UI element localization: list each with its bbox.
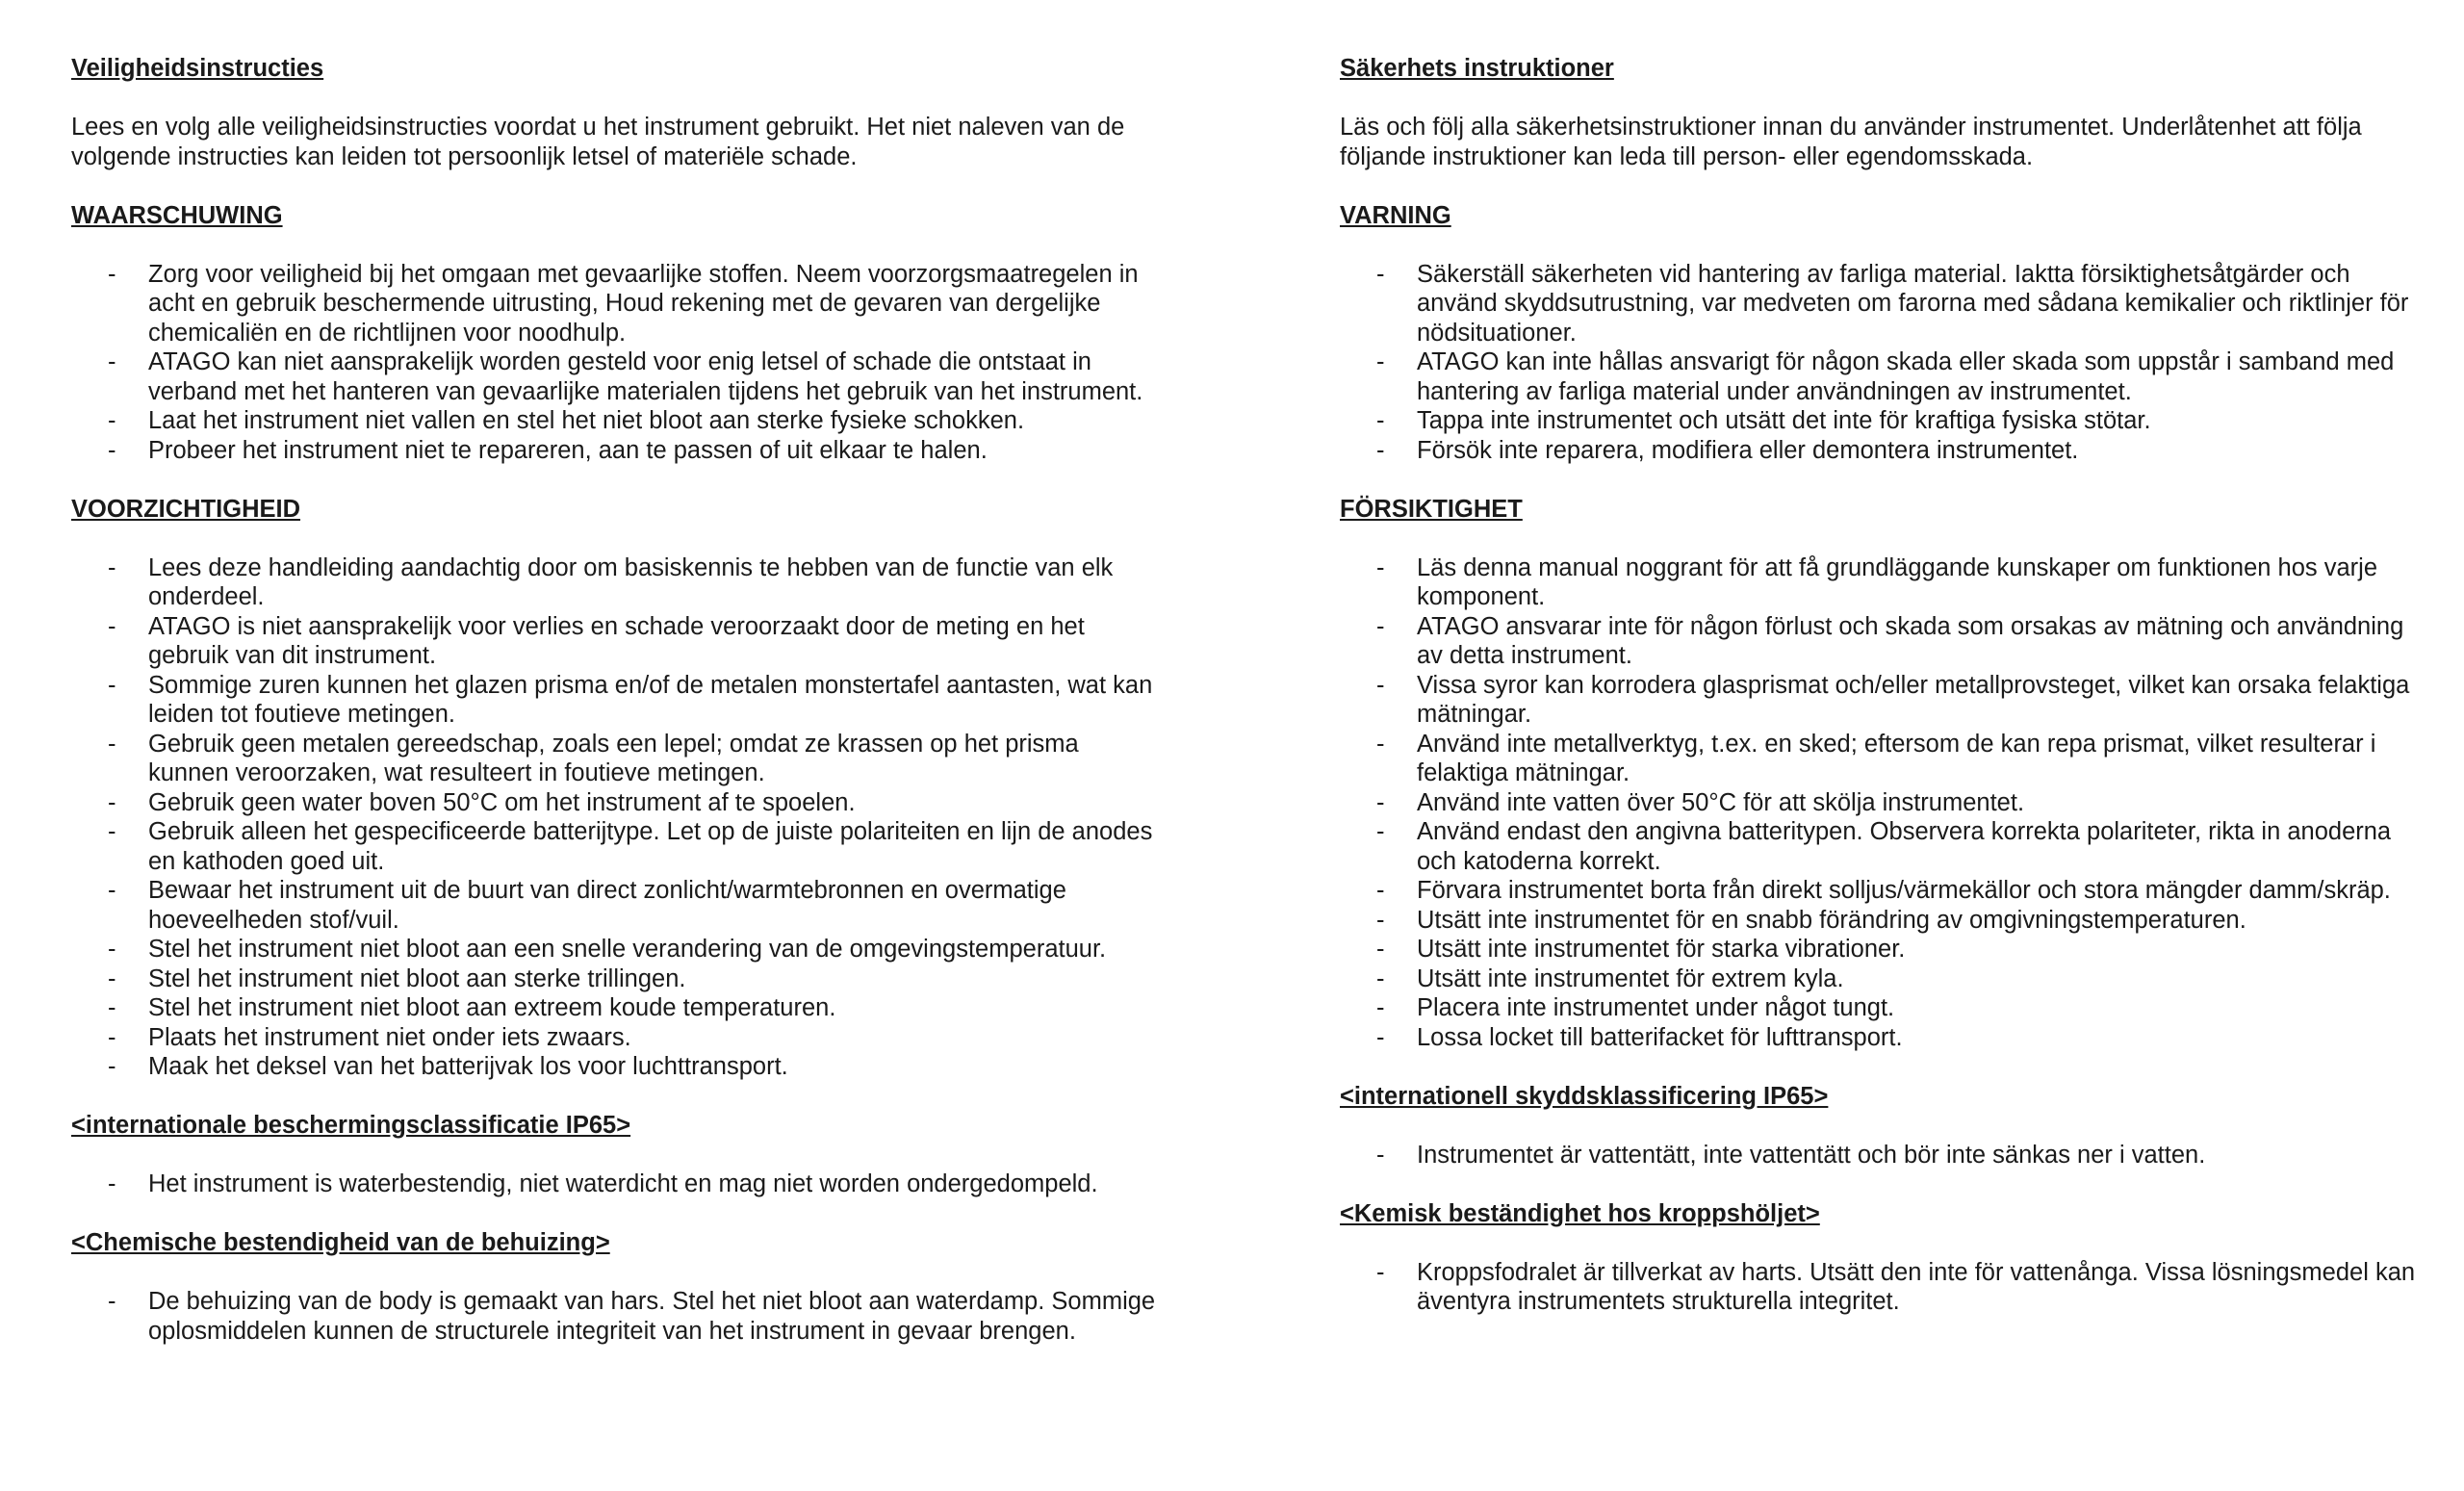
list-item-text: Stel het instrument niet bloot aan extreem koude temperaturen. bbox=[148, 994, 836, 1021]
list-item-text: Utsätt inte instrumentet för en snabb förändring av omgivningstemperaturen. bbox=[1417, 906, 2246, 934]
nl-warning-list bbox=[71, 260, 1159, 466]
list-item bbox=[1340, 935, 2427, 964]
dash-bullet: - bbox=[108, 877, 116, 904]
list-item-text: Stel het instrument niet bloot aan sterke trillingen. bbox=[148, 964, 686, 992]
list-item-text: Kroppsfodralet är tillverkat av harts. Utsätt den inte för vattenånga. Vissa lösningsmedel kan äventyra instrumentets strukturella integritet. bbox=[1417, 1258, 2416, 1315]
list-item-text: Lees deze handleiding aandachtig door om basiskennis te hebben van de functie van elk onderdeel. bbox=[148, 553, 1114, 610]
sv-chem-heading: <Kemisk beständighet hos kroppshöljet> bbox=[1340, 1199, 1820, 1227]
sv-chem-list bbox=[1340, 1258, 2427, 1317]
sv-caution-list bbox=[1340, 553, 2427, 1053]
list-item-text: Använd inte metallverktyg, t.ex. en sked; eftersom de kan repa prismat, vilket resulterar i felaktiga mätningar. bbox=[1417, 730, 2376, 786]
nl-chem-heading: <Chemische bestendigheid van de behuizing> bbox=[71, 1229, 610, 1256]
nl-intro: Lees en volg alle veiligheidsinstructies voordat u het instrument gebruikt. Het niet naleven van de volgende instructies kan leiden tot persoonlijk letsel of materiële schade. bbox=[71, 114, 1125, 170]
list-item-text: Placera inte instrumentet under något tungt. bbox=[1417, 994, 1895, 1021]
list-item-text: Tappa inte instrumentet och utsätt det inte för kraftiga fysiska stötar. bbox=[1417, 407, 2151, 434]
dash-bullet: - bbox=[1376, 1141, 1385, 1169]
nl-ip-heading: <internationale beschermingsclassificatie IP65> bbox=[71, 1112, 631, 1139]
dash-bullet: - bbox=[108, 1170, 116, 1197]
list-item bbox=[1340, 406, 2427, 436]
dash-bullet: - bbox=[108, 788, 116, 816]
dash-bullet: - bbox=[1376, 348, 1385, 375]
dash-bullet: - bbox=[1376, 436, 1385, 464]
dash-bullet: - bbox=[108, 436, 116, 464]
list-item-text: ATAGO is niet aansprakelijk voor verlies en schade veroorzaakt door de meting en het gebruik van dit instrument. bbox=[148, 612, 1085, 669]
nl-caution-list bbox=[71, 553, 1159, 1082]
list-item-text: Bewaar het instrument uit de buurt van direct zonlicht/warmtebronnen en overmatige hoeveelheden stof/vuil. bbox=[148, 877, 1066, 934]
dash-bullet: - bbox=[108, 1288, 116, 1315]
list-item bbox=[71, 671, 1159, 730]
dash-bullet: - bbox=[1376, 1023, 1385, 1051]
list-item-text: ATAGO kan inte hållas ansvarigt för någon skada eller skada som uppstår i samband med hantering av farliga material under användningen av instrumentet. bbox=[1417, 348, 2395, 405]
dutch-column bbox=[71, 54, 1159, 1346]
dash-bullet: - bbox=[108, 1023, 116, 1051]
nl-title: Veiligheidsinstructies bbox=[71, 55, 324, 82]
list-item-text: De behuizing van de body is gemaakt van hars. Stel het niet bloot aan waterdamp. Sommige oplosmiddelen kunnen de structurele integriteit van het instrument in gevaar brengen. bbox=[148, 1288, 1156, 1345]
list-item bbox=[1340, 671, 2427, 730]
list-item bbox=[71, 347, 1159, 406]
list-item-text: Använd endast den angivna batteritypen. Observera korrekta polariteter, rikta in anoderna och katoderna korrekt. bbox=[1417, 818, 2392, 875]
list-item-text: Utsätt inte instrumentet för extrem kyla. bbox=[1417, 964, 1844, 992]
list-item bbox=[1340, 612, 2427, 671]
list-item-text: Gebruik alleen het gespecificeerde batterijtype. Let op de juiste polariteiten en lijn de anodes en kathoden goed uit. bbox=[148, 818, 1153, 875]
list-item bbox=[71, 1023, 1159, 1053]
list-item bbox=[71, 935, 1159, 964]
list-item bbox=[1340, 347, 2427, 406]
list-item-text: Stel het instrument niet bloot aan een snelle verandering van de omgevingstemperatuur. bbox=[148, 936, 1107, 963]
list-item-text: ATAGO ansvarar inte för någon förlust och skada som orsakas av mätning och användning av detta instrument. bbox=[1417, 612, 2404, 669]
nl-warning-heading: WAARSCHUWING bbox=[71, 201, 283, 229]
sv-warning-list bbox=[1340, 260, 2427, 466]
list-item bbox=[71, 436, 1159, 466]
list-item-text: Probeer het instrument niet te repareren, aan te passen of uit elkaar te halen. bbox=[148, 436, 988, 464]
list-item bbox=[71, 993, 1159, 1023]
dash-bullet: - bbox=[1376, 936, 1385, 963]
dash-bullet: - bbox=[1376, 788, 1385, 816]
list-item-text: Gebruik geen water boven 50°C om het instrument af te spoelen. bbox=[148, 788, 856, 816]
sv-ip-heading: <internationell skyddsklassificering IP65> bbox=[1340, 1082, 1829, 1110]
list-item bbox=[71, 1052, 1159, 1082]
dash-bullet: - bbox=[108, 407, 116, 434]
list-item-text: Zorg voor veiligheid bij het omgaan met gevaarlijke stoffen. Neem voorzorgsmaatregelen in acht en gebruik beschermende uitrusting, Houd rekening met de gevaren van dergelijke chemicaliën en de richtlijnen voor noodhulp. bbox=[148, 260, 1139, 347]
list-item bbox=[71, 964, 1159, 994]
list-item-text: Säkerställ säkerheten vid hantering av farliga material. Iaktta försiktighetsåtgärder och använd skyddsutrustning, var medveten om farorna med sådana kemikalier och riktlinjer för nödsituationer. bbox=[1417, 260, 2409, 347]
list-item bbox=[71, 876, 1159, 935]
dash-bullet: - bbox=[108, 818, 116, 845]
dash-bullet: - bbox=[1376, 612, 1385, 640]
swedish-column bbox=[1340, 54, 2427, 1317]
list-item-text: ATAGO kan niet aansprakelijk worden gesteld voor enig letsel of schade die ontstaat in verband met het hanteren van gevaarlijke materialen tijdens het gebruik van het instrument. bbox=[148, 348, 1143, 405]
list-item-text: Vissa syror kan korrodera glasprismat och/eller metallprovsteget, vilket kan orsaka felaktiga mätningar. bbox=[1417, 671, 2410, 728]
list-item bbox=[1340, 1141, 2427, 1170]
list-item bbox=[71, 406, 1159, 436]
list-item bbox=[1340, 436, 2427, 466]
list-item bbox=[1340, 788, 2427, 818]
dash-bullet: - bbox=[1376, 730, 1385, 758]
sv-intro: Läs och följ alla säkerhetsinstruktioner innan du använder instrumentet. Underlåtenhet att följa följande instruktioner kan leda till person- eller egendomsskada. bbox=[1340, 114, 2362, 170]
dash-bullet: - bbox=[1376, 877, 1385, 904]
dash-bullet: - bbox=[108, 936, 116, 963]
list-item-text: Förvara instrumentet borta från direkt solljus/värmekällor och stora mängder damm/skräp. bbox=[1417, 877, 2391, 904]
list-item bbox=[71, 612, 1159, 671]
list-item bbox=[1340, 964, 2427, 994]
dash-bullet: - bbox=[108, 553, 116, 581]
dash-bullet: - bbox=[108, 994, 116, 1021]
list-item bbox=[71, 553, 1159, 612]
dash-bullet: - bbox=[108, 671, 116, 699]
list-item-text: Försök inte reparera, modifiera eller demontera instrumentet. bbox=[1417, 436, 2079, 464]
list-item bbox=[71, 1287, 1159, 1346]
list-item bbox=[71, 817, 1159, 876]
list-item bbox=[1340, 876, 2427, 906]
nl-caution-heading: VOORZICHTIGHEID bbox=[71, 495, 301, 523]
sv-title: Säkerhets instruktioner bbox=[1340, 55, 1614, 82]
dash-bullet: - bbox=[1376, 818, 1385, 845]
list-item bbox=[1340, 260, 2427, 348]
list-item-text: Använd inte vatten över 50°C för att skölja instrumentet. bbox=[1417, 788, 2025, 816]
list-item-text: Instrumentet är vattentätt, inte vattentätt och bör inte sänkas ner i vatten. bbox=[1417, 1141, 2206, 1169]
dash-bullet: - bbox=[1376, 1258, 1385, 1286]
list-item-text: Gebruik geen metalen gereedschap, zoals een lepel; omdat ze krassen op het prisma kunnen veroorzaken, wat resulteert in foutieve metingen. bbox=[148, 730, 1079, 786]
list-item bbox=[1340, 993, 2427, 1023]
dash-bullet: - bbox=[1376, 260, 1385, 288]
list-item-text: Plaats het instrument niet onder iets zwaars. bbox=[148, 1023, 631, 1051]
sv-caution-heading: FÖRSIKTIGHET bbox=[1340, 495, 1523, 523]
list-item bbox=[71, 260, 1159, 348]
list-item bbox=[1340, 1023, 2427, 1053]
list-item-text: Maak het deksel van het batterijvak los voor luchttransport. bbox=[148, 1053, 788, 1080]
dash-bullet: - bbox=[108, 1053, 116, 1080]
list-item bbox=[1340, 1258, 2427, 1317]
dash-bullet: - bbox=[1376, 994, 1385, 1021]
dash-bullet: - bbox=[108, 964, 116, 992]
dash-bullet: - bbox=[108, 348, 116, 375]
list-item bbox=[71, 1170, 1159, 1199]
dash-bullet: - bbox=[1376, 964, 1385, 992]
nl-ip-list bbox=[71, 1170, 1159, 1199]
list-item bbox=[1340, 906, 2427, 936]
list-item-text: Het instrument is waterbestendig, niet waterdicht en mag niet worden ondergedompeld. bbox=[148, 1170, 1098, 1197]
list-item-text: Laat het instrument niet vallen en stel het niet bloot aan sterke fysieke schokken. bbox=[148, 407, 1025, 434]
nl-chem-list bbox=[71, 1287, 1159, 1346]
dash-bullet: - bbox=[1376, 671, 1385, 699]
list-item bbox=[71, 730, 1159, 788]
list-item-text: Lossa locket till batterifacket för lufttransport. bbox=[1417, 1023, 1903, 1051]
list-item bbox=[1340, 553, 2427, 612]
sv-ip-list bbox=[1340, 1141, 2427, 1170]
dash-bullet: - bbox=[108, 260, 116, 288]
list-item-text: Utsätt inte instrumentet för starka vibrationer. bbox=[1417, 936, 1906, 963]
list-item bbox=[71, 788, 1159, 818]
list-item bbox=[1340, 730, 2427, 788]
sv-warning-heading: VARNING bbox=[1340, 201, 1451, 229]
list-item-text: Sommige zuren kunnen het glazen prisma en/of de metalen monstertafel aantasten, wat kan leiden tot foutieve metingen. bbox=[148, 671, 1153, 728]
dash-bullet: - bbox=[1376, 906, 1385, 934]
dash-bullet: - bbox=[108, 612, 116, 640]
list-item bbox=[1340, 817, 2427, 876]
dash-bullet: - bbox=[108, 730, 116, 758]
dash-bullet: - bbox=[1376, 407, 1385, 434]
list-item-text: Läs denna manual noggrant för att få grundläggande kunskaper om funktionen hos varje komponent. bbox=[1417, 553, 2378, 610]
dash-bullet: - bbox=[1376, 553, 1385, 581]
